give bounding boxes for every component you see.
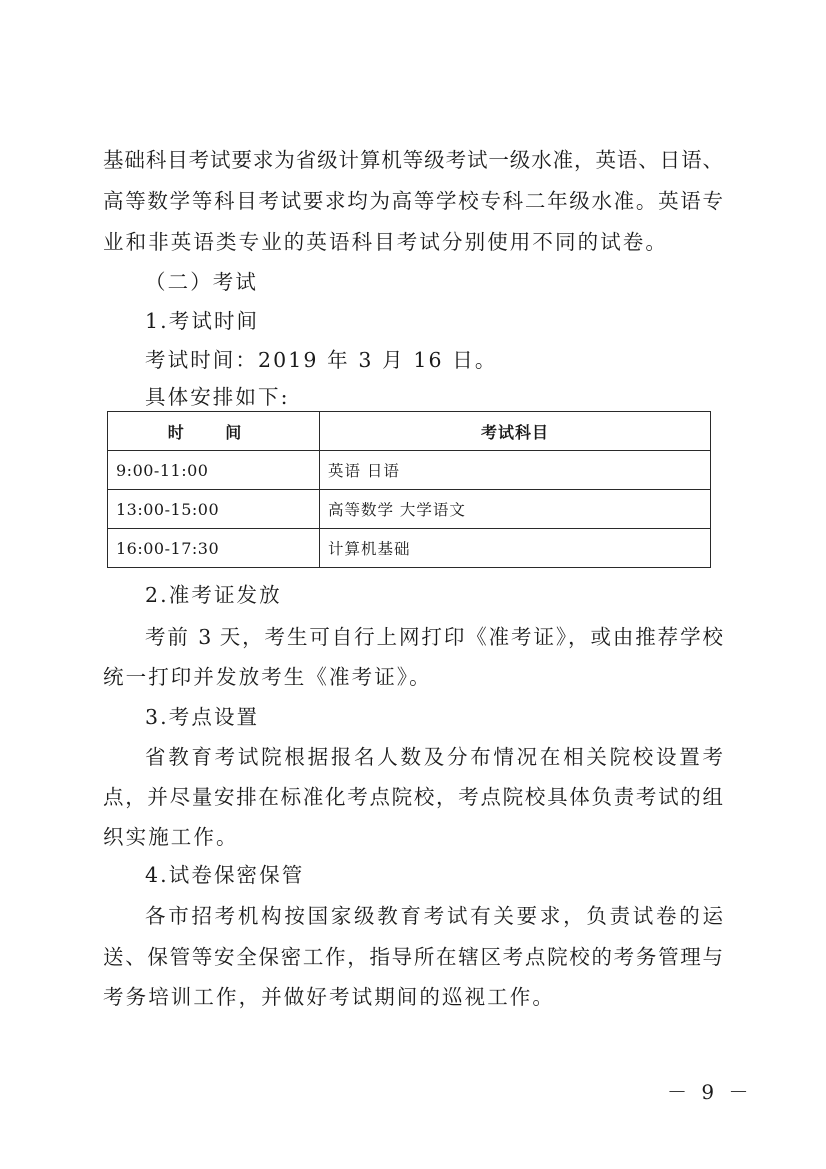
paragraph-line: 考务培训工作，并做好考试期间的巡视工作。 bbox=[103, 985, 555, 1009]
paragraph-line: 基础科目考试要求为省级计算机等级考试一级水准，英语、日语、 bbox=[103, 148, 723, 172]
exam-time-line: 考试时间：2019 年 3 月 16 日。 bbox=[145, 348, 498, 372]
exam-schedule-table bbox=[107, 411, 711, 568]
paragraph-line: 点，并尽量安排在标准化考点院校，考点院校具体负责考试的组 bbox=[103, 785, 723, 809]
paragraph-line: 高等数学等科目考试要求均为高等学校专科二年级水准。英语专 bbox=[103, 189, 723, 213]
paragraph-line: 送、保管等安全保密工作，指导所在辖区考点院校的考务管理与 bbox=[103, 945, 723, 969]
table-row bbox=[108, 529, 711, 568]
paragraph-line: 统一打印并发放考生《准考证》。 bbox=[103, 665, 432, 689]
cell-subject: 高等数学 大学语文 bbox=[320, 490, 711, 529]
subsection-heading: 3.考点设置 bbox=[145, 705, 260, 729]
header-time: 时 间 bbox=[108, 412, 320, 451]
subsection-heading: 4.试卷保密保管 bbox=[145, 863, 305, 887]
cell-time: 16:00-17:30 bbox=[108, 529, 320, 568]
section-heading: （二）考试 bbox=[145, 270, 258, 294]
paragraph-line: 省教育考试院根据报名人数及分布情况在相关院校设置考 bbox=[145, 745, 723, 769]
arrangement-intro: 具体安排如下: bbox=[145, 385, 290, 409]
subsection-heading: 1.考试时间 bbox=[145, 309, 260, 333]
cell-time: 9:00-11:00 bbox=[108, 451, 320, 490]
cell-time: 13:00-15:00 bbox=[108, 490, 320, 529]
table-row bbox=[108, 451, 711, 490]
paragraph-line: 考前 3 天，考生可自行上网打印《准考证》，或由推荐学校 bbox=[145, 625, 723, 649]
page-number: － 9 － bbox=[667, 1080, 753, 1104]
paragraph-line: 各市招考机构按国家级教育考试有关要求，负责试卷的运 bbox=[145, 904, 723, 928]
table-header-row bbox=[108, 412, 711, 451]
subsection-heading: 2.准考证发放 bbox=[145, 583, 282, 607]
paragraph-line: 织实施工作。 bbox=[103, 825, 239, 849]
cell-subject: 计算机基础 bbox=[320, 529, 711, 568]
paragraph-line: 业和非英语类专业的英语科目考试分别使用不同的试卷。 bbox=[103, 230, 668, 254]
header-subject: 考试科目 bbox=[320, 412, 711, 451]
cell-subject: 英语 日语 bbox=[320, 451, 711, 490]
table-row bbox=[108, 490, 711, 529]
